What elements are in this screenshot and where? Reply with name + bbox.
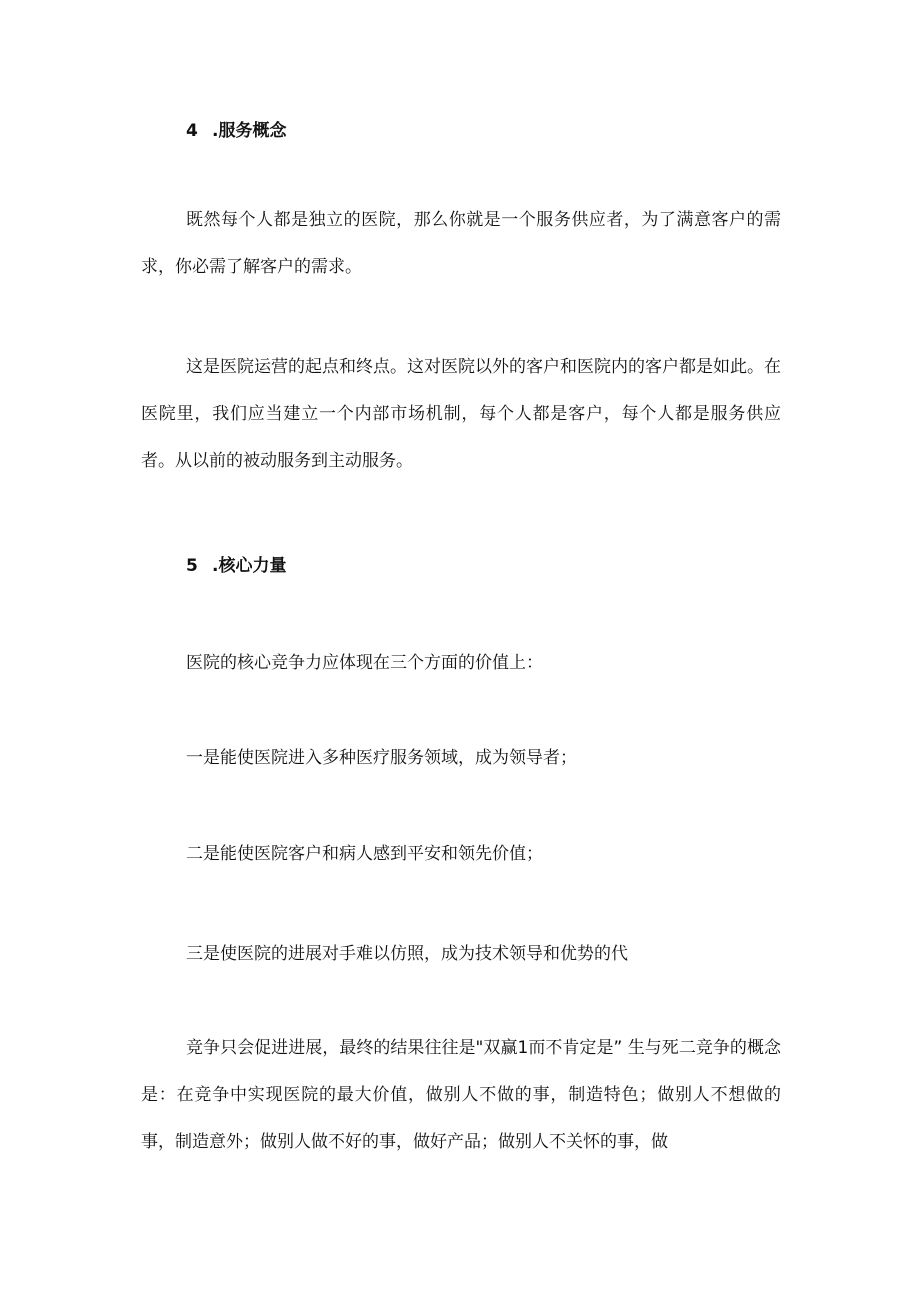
section-5-number: 5 (186, 556, 198, 576)
section-5-title: .核心力量 (212, 556, 287, 576)
section-5-point-1: 一是能使医院进入多种医疗服务领域，成为领导者； (186, 748, 577, 768)
section-4-heading (186, 119, 286, 143)
section-4-title: .服务概念 (212, 121, 287, 141)
section-5-heading (186, 554, 286, 578)
section-4-number: 4 (186, 121, 198, 141)
section-5-intro: 医院的核心竞争力应体现在三个方面的价值上： (186, 653, 543, 673)
section-5-closing-paragraph: 竞争只会促进进展，最终的结果往往是"双赢1而不肯定是” 生与死二竞争的概念是：在竞争中实现医院的最大价值，做别人不做的事，制造特色；做别人不想做的事，制造意外；做别人做不好的事，做好产品；做别人不关怀的事，做 (141, 1038, 781, 1152)
section-4-paragraph-1: 既然每个人都是独立的医院，那么你就是一个服务供应者，为了满意客户的需求，你必需了解客户的需求。 (141, 210, 781, 277)
section-4-paragraph-2: 这是医院运营的起点和终点。这对医院以外的客户和医院内的客户都是如此。在医院里，我们应当建立一个内部市场机制，每个人都是客户，每个人都是服务供应者。从以前的被动服务到主动服务。 (141, 357, 781, 471)
section-5-point-3: 三是使医院的进展对手难以仿照，成为技术领导和优势的代 (186, 944, 628, 964)
section-5-point-2: 二是能使医院客户和病人感到平安和领先价值； (186, 844, 543, 864)
